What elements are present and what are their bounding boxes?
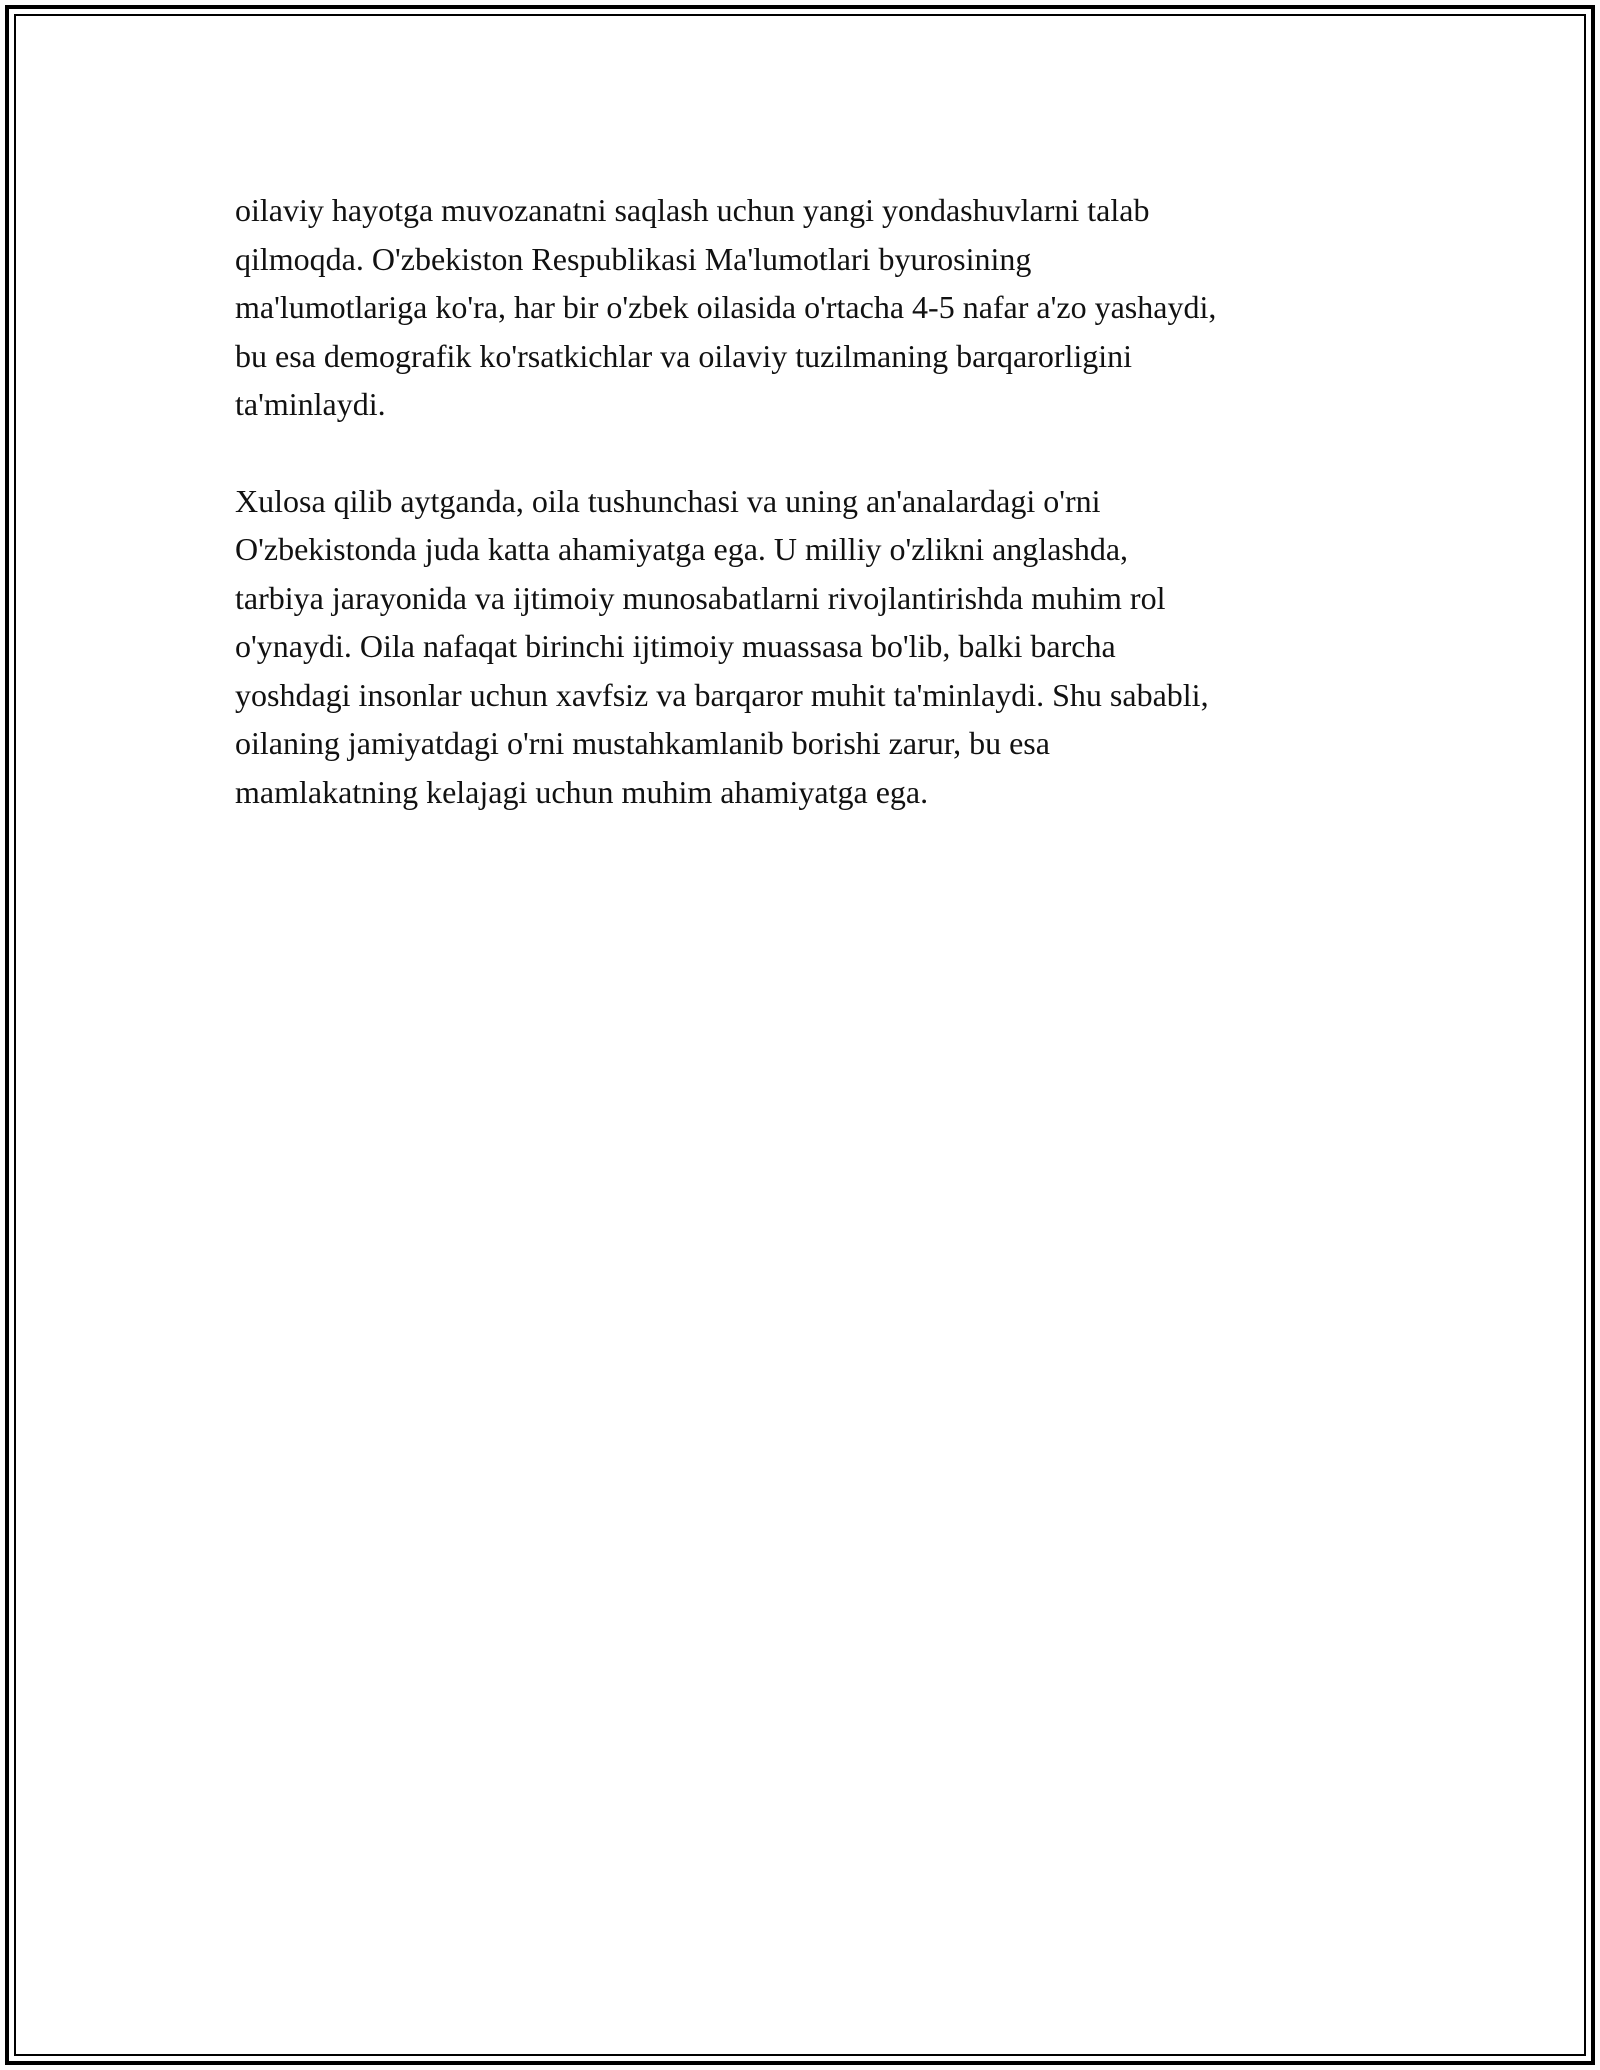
paragraph-line: ma'lumotlariga ko'ra, har bir o'zbek oilasida o'rtacha 4-5 nafar a'zo yashaydi, [235,289,1217,325]
paragraph-line: oilaviy hayotga muvozanatni saqlash uchun yangi yondashuvlarni talab [235,192,1150,228]
paragraph-line: bu esa demografik ko'rsatkichlar va oilaviy tuzilmaning barqarorligini [235,337,1133,374]
paragraph-line: o'ynaydi. Oila nafaqat birinchi ijtimoiy muassasa bo'lib, balki barcha [235,628,1116,664]
paragraph-line: ta'minlaydi. [235,386,386,422]
paragraph-line: O'zbekistonda juda katta ahamiyatga ega. U milliy o'zlikni anglashda, [235,531,1129,567]
paragraph-line: tarbiya jarayonida va ijtimoiy munosabatlarni rivojlantirishda muhim rol [235,579,1166,616]
document-body [235,186,1385,816]
paragraph-2 [235,477,1385,817]
paragraph-line: qilmoqda. O'zbekiston Respublikasi Ma'lumotlari byurosining [235,240,1032,277]
paragraph-line: yoshdagi insonlar uchun xavfsiz va barqaror muhit ta'minlaydi. Shu sababli, [235,676,1209,713]
paragraph-line: Xulosa qilib aytganda, oila tushunchasi va uning an'analardagi o'rni [235,482,1101,519]
paragraph-line: oilaning jamiyatdagi o'rni mustahkamlanib borishi zarur, bu esa [235,725,1050,761]
paragraph-line: mamlakatning kelajagi uchun muhim ahamiyatga ega. [235,773,929,810]
paragraph-1 [235,186,1385,429]
